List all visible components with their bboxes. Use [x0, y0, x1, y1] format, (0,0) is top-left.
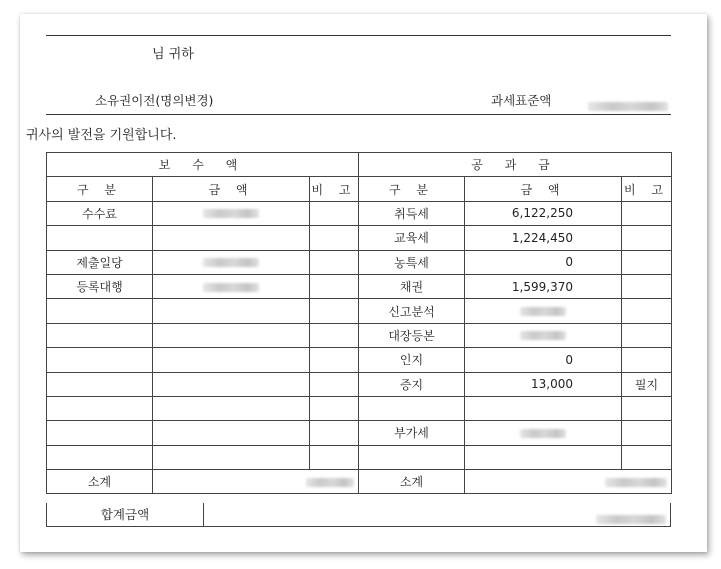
fee-item-remark [310, 348, 359, 372]
col-header-amount: 금 액 [153, 177, 310, 201]
public-item-label [359, 396, 465, 420]
public-item-amount [465, 323, 622, 347]
fee-item-remark [310, 201, 359, 225]
public-item-amount [465, 421, 622, 445]
redacted-amount [520, 429, 566, 438]
fee-item-label [47, 226, 153, 250]
top-divider [46, 35, 671, 36]
public-item-label: 교육세 [359, 226, 465, 250]
fee-subtotal-label: 소계 [47, 470, 153, 494]
public-item-remark [622, 421, 672, 445]
fee-item-remark [310, 445, 359, 469]
fee-item-amount [153, 299, 310, 323]
public-subtotal-value [465, 470, 672, 494]
table-row [47, 226, 672, 250]
public-item-amount: 1,599,370 [465, 274, 622, 298]
fee-item-remark [310, 299, 359, 323]
transfer-type: 소유권이전(명의변경) [95, 93, 214, 108]
col-header-remark: 비 고 [622, 177, 672, 201]
public-item-amount [465, 445, 622, 469]
public-item-label: 취득세 [359, 201, 465, 225]
public-item-remark [622, 250, 672, 274]
greeting-text: 귀사의 발전을 기원합니다. [26, 128, 177, 143]
fee-item-label [47, 396, 153, 420]
public-item-label: 대장등본 [359, 323, 465, 347]
public-item-amount: 0 [465, 348, 622, 372]
fee-subtotal-value [153, 470, 359, 494]
redacted-amount [520, 331, 566, 340]
public-item-label: 채권 [359, 274, 465, 298]
public-item-remark [622, 299, 672, 323]
redacted-amount [203, 258, 259, 267]
fee-item-label: 등록대행 [47, 274, 153, 298]
fee-item-label [47, 445, 153, 469]
table-row [47, 299, 672, 323]
public-subtotal-label: 소계 [359, 470, 465, 494]
fee-item-amount [153, 250, 310, 274]
col-header-remark: 비 고 [310, 177, 359, 201]
col-header-amount: 금 액 [465, 177, 622, 201]
fee-item-amount [153, 201, 310, 225]
table-row [47, 348, 672, 372]
table-row [47, 372, 672, 396]
fee-item-label [47, 372, 153, 396]
public-item-amount: 0 [465, 250, 622, 274]
fee-item-amount [153, 396, 310, 420]
col-header-category: 구 분 [359, 177, 465, 201]
fee-item-remark [310, 274, 359, 298]
fee-item-remark [310, 250, 359, 274]
fee-item-label [47, 421, 153, 445]
table-row [47, 201, 672, 225]
recipient-line: 님 귀하 [152, 47, 194, 62]
fee-statement-document [20, 14, 707, 552]
table-section-header-row [47, 153, 672, 177]
public-item-amount: 6,122,250 [465, 201, 622, 225]
col-header-category: 구 분 [47, 177, 153, 201]
table-row [47, 445, 672, 469]
public-item-label: 인지 [359, 348, 465, 372]
fee-item-remark [310, 323, 359, 347]
fee-item-remark [310, 421, 359, 445]
grand-total-value-redacted [596, 511, 666, 526]
public-item-label: 증지 [359, 372, 465, 396]
public-item-amount [465, 396, 622, 420]
public-item-amount: 1,224,450 [465, 226, 622, 250]
public-item-label [359, 445, 465, 469]
table-row [47, 421, 672, 445]
redacted-amount [605, 478, 667, 487]
table-column-header-row [47, 177, 672, 201]
table-row [47, 396, 672, 420]
table-row [47, 274, 672, 298]
section-public-header: 공 과 금 [359, 153, 672, 177]
public-item-amount [465, 299, 622, 323]
taxbase-value-redacted [588, 96, 670, 115]
public-item-remark [622, 396, 672, 420]
fee-item-amount [153, 348, 310, 372]
grand-total-label: 합계금액 [47, 503, 204, 526]
fee-item-label [47, 323, 153, 347]
fee-item-amount [153, 323, 310, 347]
fee-table [46, 152, 672, 494]
fee-item-amount [153, 445, 310, 469]
public-item-label: 농특세 [359, 250, 465, 274]
fee-item-label [47, 299, 153, 323]
fee-item-remark [310, 396, 359, 420]
table-row [47, 250, 672, 274]
fee-item-amount [153, 421, 310, 445]
grand-total-row [46, 503, 671, 527]
fee-item-remark [310, 226, 359, 250]
header-divider [46, 114, 671, 115]
public-item-remark [622, 201, 672, 225]
section-fee-header: 보 수 액 [47, 153, 359, 177]
public-item-remark [622, 226, 672, 250]
fee-item-amount [153, 226, 310, 250]
taxbase-label: 과세표준액 [491, 93, 552, 108]
public-item-amount: 13,000 [465, 372, 622, 396]
public-item-remark [622, 274, 672, 298]
fee-item-amount [153, 372, 310, 396]
public-item-remark [622, 323, 672, 347]
subtotal-row [47, 470, 672, 494]
table-row [47, 323, 672, 347]
fee-item-amount [153, 274, 310, 298]
fee-item-label: 수수료 [47, 201, 153, 225]
fee-item-remark [310, 372, 359, 396]
redacted-amount [520, 307, 566, 316]
public-item-remark [622, 348, 672, 372]
public-item-label: 신고분석 [359, 299, 465, 323]
public-item-remark [622, 445, 672, 469]
redacted-amount [306, 478, 354, 487]
fee-item-label: 제출일당 [47, 250, 153, 274]
public-item-label: 부가세 [359, 421, 465, 445]
redacted-amount [203, 209, 259, 218]
redacted-amount [203, 283, 259, 292]
public-item-remark: 필지 [622, 372, 672, 396]
fee-item-label [47, 348, 153, 372]
